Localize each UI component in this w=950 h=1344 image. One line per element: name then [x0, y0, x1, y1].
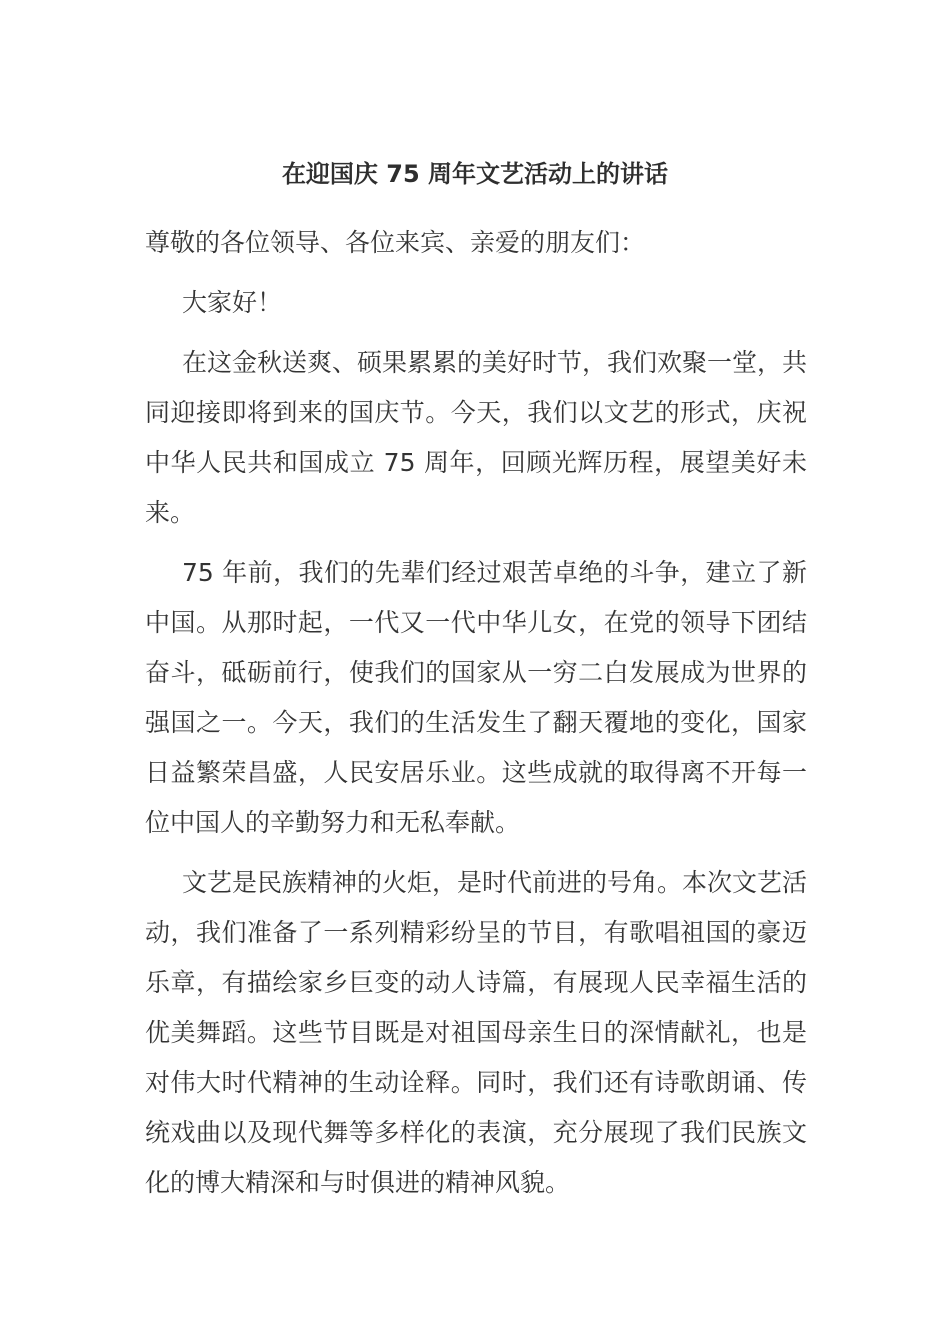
salutation: 尊敬的各位领导、各位来宾、亲爱的朋友们：: [145, 228, 646, 257]
paragraph-greeting: 大家好！: [182, 288, 283, 317]
paragraph-arts: 文艺是民族精神的火炬，是时代前进的号角。本次文艺活动，我们准备了一系列精彩纷呈的节目，有歌唱祖国的豪迈乐章，有描绘家乡巨变的动人诗篇，有展现人民幸福生活的优美舞蹈。这些节目既是对祖国母亲生日的深情献礼，也是对伟大时代精神的生动诠释。同时，我们还有诗歌朗诵、传统戏曲以及现代舞等多样化的表演，充分展现了我们民族文化的博大精深和与时俱进的精神风貌。: [145, 868, 808, 1197]
document-title: 在迎国庆 75 周年文艺活动上的讲话: [281, 160, 669, 188]
speech-body: [145, 218, 807, 1218]
paragraph-history: 75 年前，我们的先辈们经过艰苦卓绝的斗争，建立了新中国。从那时起，一代又一代中华儿女，在党的领导下团结奋斗，砥砺前行，使我们的国家从一穷二白发展成为世界的强国之一。今天，我们的生活发生了翻天覆地的变化，国家日益繁荣昌盛，人民安居乐业。这些成就的取得离不开每一位中国人的辛勤努力和无私奉献。: [145, 558, 807, 837]
paragraph-opening: 在这金秋送爽、硕果累累的美好时节，我们欢聚一堂，共同迎接即将到来的国庆节。今天，我们以文艺的形式，庆祝中华人民共和国成立 75 周年，回顾光辉历程，展望美好未来。: [145, 348, 808, 527]
